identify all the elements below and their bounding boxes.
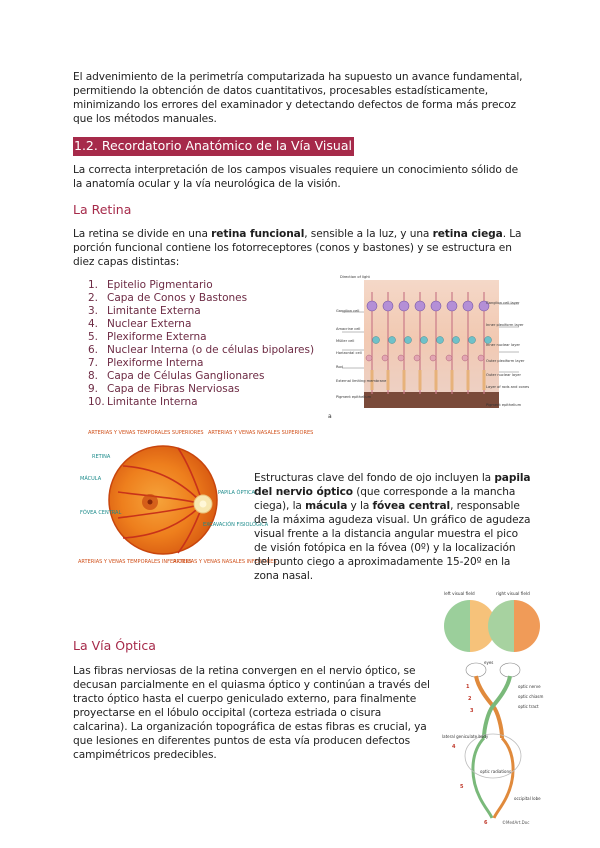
retina-layer-number: 2. bbox=[88, 292, 99, 305]
fundus-label-7: ARTERIAS Y VENAS TEMPORALES INFERIORES bbox=[78, 559, 192, 565]
pathway-number-4: 4 bbox=[452, 744, 456, 750]
retina-layer-item bbox=[88, 292, 314, 305]
retina-layer-label: Limitante Externa bbox=[107, 305, 201, 318]
retina-layer-number: 9. bbox=[88, 383, 99, 396]
temporal-path bbox=[476, 676, 502, 738]
fundus-label-1: ARTERIAS Y VENAS NASALES SUPERIORES bbox=[208, 430, 314, 436]
pathway-label-3: optic tract bbox=[518, 704, 539, 709]
fig-left-label-4: Rod bbox=[336, 365, 343, 369]
fig-panel-letter: a bbox=[328, 413, 332, 420]
pathway-number-6: 6 bbox=[484, 820, 488, 826]
section-title: 1.2. Recordatorio Anatómico de la Vía Visual bbox=[73, 137, 354, 156]
right-eye bbox=[500, 663, 520, 677]
pathway-top-left: left visual field bbox=[444, 591, 475, 596]
fig-right-label-1: Inner plexiform layer bbox=[486, 323, 524, 327]
fig-right-label-3: Outer plexiform layer bbox=[486, 359, 525, 363]
left-field-left bbox=[444, 600, 470, 652]
right-field-right bbox=[514, 600, 540, 652]
retina-layers-list bbox=[88, 279, 314, 409]
retina-heading: La Retina bbox=[73, 202, 132, 217]
fig-right-label-2: Inner nuclear layer bbox=[486, 343, 521, 347]
retina-layer-item bbox=[88, 383, 314, 396]
retina-layer-item bbox=[88, 344, 314, 357]
fundus-label-3: MÁCULA bbox=[80, 476, 102, 482]
retina-block bbox=[364, 280, 499, 408]
retina-layer-number: 10. bbox=[88, 396, 105, 409]
fundus-figure bbox=[78, 428, 314, 573]
fig-left-label-0: Ganglion cell bbox=[336, 309, 360, 313]
retina-layer-label: Plexiforme Externa bbox=[107, 331, 207, 344]
fundus-label-0: ARTERIAS Y VENAS TEMPORALES SUPERIORES bbox=[88, 430, 204, 436]
retina-layers-figure bbox=[328, 272, 534, 422]
pathway-label-0: eyes bbox=[484, 660, 494, 665]
optic-heading: La Vía Óptica bbox=[73, 638, 156, 653]
retina-layer-item bbox=[88, 357, 314, 370]
fig-left-label-5: External limiting membrane bbox=[336, 379, 387, 383]
intro-paragraph: El advenimiento de la perimetría computarizada ha supuesto un avance fundamental, permitiendo la obtención de datos cuantitativos, procesables estadísticamente, minimizando los errores del examinador y detectando defectos de forma más precoz que los métodos manuales. bbox=[73, 71, 523, 125]
pathway-credit: ©MedArt.Doc bbox=[502, 820, 530, 825]
fundus-label-8: ARTERIAS Y VENAS NASALES INFERIORES bbox=[173, 559, 277, 565]
pathway-number-1: 1 bbox=[466, 684, 470, 690]
fig-top-label: Direction of light bbox=[340, 275, 370, 279]
retina-layer-item bbox=[88, 331, 314, 344]
visual-pathway-figure bbox=[440, 588, 550, 828]
retina-layer-item bbox=[88, 279, 314, 292]
retina-layer-label: Limitante Interna bbox=[107, 396, 198, 409]
pathway-label-2: optic chiasm bbox=[518, 694, 544, 699]
pigment-epithelium-band bbox=[364, 392, 499, 408]
retina-layer-label: Capa de Conos y Bastones bbox=[107, 292, 248, 305]
pathway-label-6: occipital lobe bbox=[514, 796, 541, 801]
pathway-top-right: right visual field bbox=[496, 591, 530, 596]
retina-layer-label: Capa de Fibras Nerviosas bbox=[107, 383, 240, 396]
optic-paragraph: Las fibras nerviosas de la retina convergen en el nervio óptico, se decusan parcialmente en el quiasma óptico y continúan a través del tracto óptico hasta el cuerpo geniculado externo, para finalmente proyectarse en el lóbulo occipital (corteza estriada o cisura calcarina). La organización topográfica de estas fibras es crucial, ya que lesiones en diferentes puntos de esta vía producen defectos campimétricos predecibles. bbox=[73, 665, 430, 761]
retina-layer-item bbox=[88, 318, 314, 331]
retina-layer-item bbox=[88, 370, 314, 383]
fig-left-label-6: Pigment epithelium bbox=[336, 395, 372, 399]
retina-layer-number: 1. bbox=[88, 279, 99, 291]
retina-layer-number: 7. bbox=[88, 357, 99, 370]
fig-right-label-6: Pigment epithelium bbox=[486, 403, 522, 407]
pathway-label-4: lateral geniculate body bbox=[442, 734, 489, 739]
retina-layer-label: Nuclear Interna (o de células bipolares) bbox=[107, 344, 315, 357]
pathway-number-5: 5 bbox=[460, 784, 464, 790]
retina-layer-label: Nuclear Externa bbox=[107, 318, 192, 331]
retina-layer-item bbox=[88, 305, 314, 318]
nasal-path bbox=[484, 676, 510, 738]
fig-right-label-4: Outer nuclear layer bbox=[486, 373, 521, 377]
retina-paragraph: La retina se divide en una retina funcional, sensible a la luz, y una retina ciega. La porción funcional contiene los fotorreceptores (conos y bastones) y se estructura en diez capas distintas: bbox=[73, 228, 522, 268]
pathway-number-2: 2 bbox=[468, 696, 472, 702]
retina-layer-number: 4. bbox=[88, 318, 99, 331]
fig-left-label-2: Müller cell bbox=[336, 339, 355, 343]
retina-layer-label: Capa de Células Ganglionares bbox=[107, 370, 265, 383]
retina-layer-label: Plexiforme Interna bbox=[107, 357, 204, 370]
fig-right-label-0: Ganglion cell layer bbox=[486, 301, 520, 305]
pathway-number-3: 3 bbox=[470, 708, 474, 714]
fig-left-label-3: Horizontal cell bbox=[336, 351, 362, 355]
left-eye bbox=[466, 663, 486, 677]
pathway-label-1: optic nerve bbox=[518, 684, 541, 689]
retina-layer-number: 3. bbox=[88, 305, 99, 318]
retina-layer-number: 5. bbox=[88, 331, 99, 344]
retina-layer-label: Epitelio Pigmentario bbox=[107, 279, 213, 291]
fig-right-label-5: Layer of rods and cones bbox=[486, 385, 530, 389]
retina-layer-item bbox=[88, 396, 314, 409]
pathway-label-5: optic radiations bbox=[480, 769, 512, 774]
retina-layer-number: 6. bbox=[88, 344, 99, 357]
fundus-label-2: RETINA bbox=[92, 454, 111, 460]
fundus-label-5: PAPILA ÓPTICA bbox=[218, 490, 255, 496]
fundus-paragraph: Estructuras clave del fondo de ojo incluyen la papila del nervio óptico (que corresponde a la mancha ciega), la mácula y la fóvea central, responsable de la máxima agudeza visual. Un gráfico de agudeza visual frente a la distancia angular muestra el pico de visión fotópica en la fóvea (0º) y la localización del punto ciego a aproximadamente 15-20º en la zona nasal. bbox=[254, 472, 531, 582]
section-intro: La correcta interpretación de los campos visuales requiere un conocimiento sólido de la anatomía ocular y la vía neurológica de la visión. bbox=[73, 164, 519, 190]
fundus-label-6: EXCAVACIÓN FISIOLÓGICA bbox=[203, 522, 269, 528]
fig-left-label-1: Amacrine cell bbox=[336, 327, 361, 331]
fundus-label-4: FÓVEA CENTRAL bbox=[80, 510, 122, 516]
retina-layer-number: 8. bbox=[88, 370, 99, 383]
